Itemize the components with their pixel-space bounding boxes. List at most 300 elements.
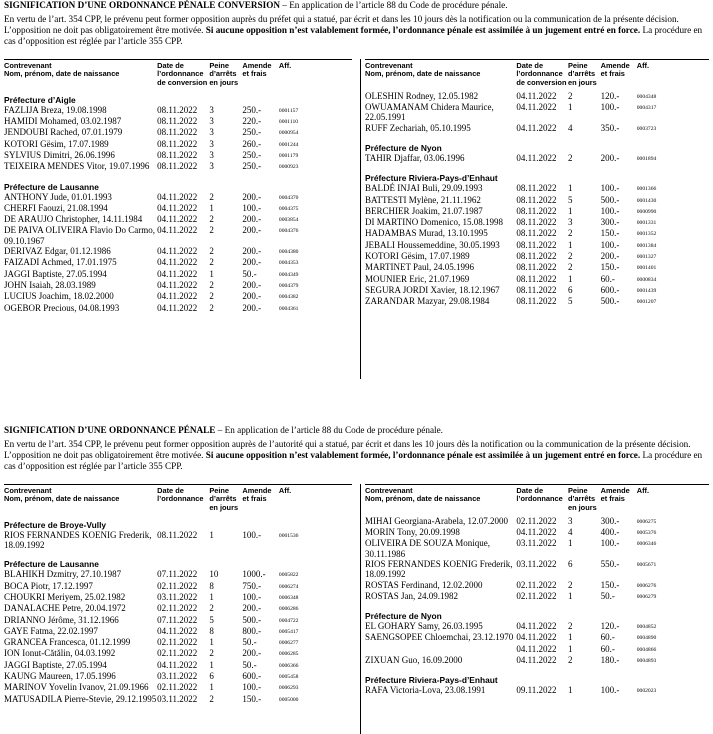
fine-amount: 200.- <box>242 214 262 225</box>
fine-amount: 100.- <box>242 529 262 540</box>
offender-name: MIHAI Georgiana-Arabela, 12.07.2000 <box>365 515 509 526</box>
fine-amount: 250.- <box>242 161 262 172</box>
table-row <box>4 615 352 626</box>
offender-name: ANTHONY Jude, 01.01.1993 <box>4 191 112 202</box>
detention-days: 2 <box>567 621 573 632</box>
case-number: 0001366 <box>636 186 657 193</box>
detention-days: 4 <box>567 527 573 538</box>
column-header: Contrevenant Nom, prénom, date de naissance <box>4 486 120 504</box>
prefecture-group <box>365 666 709 685</box>
prefecture-group <box>4 91 352 105</box>
offender-name: JAGGI Baptiste, 27.05.1994 <box>4 659 107 670</box>
section-intro <box>4 439 709 472</box>
fine-amount: 500.- <box>242 614 262 625</box>
table-row <box>365 285 709 296</box>
fine-amount: 260.- <box>242 138 262 149</box>
detention-days: 1 <box>209 268 214 279</box>
offender-name: JEBALI Houssemeddine, 30.05.1993 <box>365 239 500 250</box>
table-row <box>4 682 352 693</box>
fine-amount: 200.- <box>242 603 262 614</box>
table-row <box>4 303 352 314</box>
intro-bold-text: Si aucune opposition n’est valablement formée, l’ordonnance pénale est assimilée à un jugement entré en force. <box>205 450 641 461</box>
case-number: 0004893 <box>636 658 657 665</box>
ordinance-date: 04.11.2022 <box>157 302 198 313</box>
table-row <box>4 269 352 280</box>
detention-days: 8 <box>209 625 214 636</box>
ordinance-date: 03.11.2022 <box>516 538 557 549</box>
detention-days: 3 <box>209 127 214 138</box>
section-subtitle: – En application de l’article 88 du Code de procédure pénale. <box>215 425 443 435</box>
table-row <box>4 603 352 614</box>
detention-days: 1 <box>209 659 214 670</box>
case-number: 0004382 <box>278 294 299 301</box>
case-number: 0000834 <box>636 276 657 283</box>
case-number: 0004349 <box>278 271 299 278</box>
offender-name: ION Ionut-Cătălin, 04.03.1992 <box>4 648 116 659</box>
detention-days: 1 <box>567 643 573 654</box>
detention-days: 3 <box>567 217 573 228</box>
offender-name: SEGURA JORDI Xavier, 18.12.1967 <box>365 284 500 295</box>
fine-amount: 50.- <box>242 268 257 279</box>
table-row <box>365 102 709 123</box>
fine-amount: 200.- <box>242 648 262 659</box>
ordinance-date: 04.11.2022 <box>516 527 557 538</box>
detention-days: 1 <box>567 239 573 250</box>
intro-end-text: La procédure en cas d’opposition est réglée par l’article 355 CPP. <box>4 450 703 472</box>
intro-text: En vertu de l’art. 354 CPP, le prévenu peut former opposition auprès du préfet qui a statué, par écrit et dans les 10 jours dès la notification ou la communication de la présente décision. L’opposition ne doit pas obligatoirement être motivée. <box>4 14 679 36</box>
offender-name: RIOS FERNANDES KOENIG Frederik, 18.09.1992 <box>4 529 152 551</box>
table-right <box>365 59 709 314</box>
ordinance-date: 08.11.2022 <box>157 161 198 172</box>
ordinance-date: 08.11.2022 <box>516 296 557 307</box>
table-row <box>4 116 352 127</box>
table-row <box>4 569 352 580</box>
table-row <box>4 246 352 257</box>
fine-amount: 120.- <box>600 90 620 101</box>
ordinance-date: 07.11.2022 <box>157 569 198 580</box>
table-row <box>365 153 709 164</box>
case-number: 0006286 <box>278 606 299 613</box>
table-header-row <box>4 60 352 91</box>
ordinance-date: 08.11.2022 <box>157 127 198 138</box>
case-number: 0006274 <box>278 583 299 590</box>
table-left <box>4 59 352 314</box>
table-row <box>4 626 352 637</box>
case-number: 0004370 <box>278 194 299 201</box>
ordinance-date: 03.11.2022 <box>157 693 198 704</box>
table-row <box>4 280 352 291</box>
detention-days: 8 <box>209 580 214 591</box>
prefecture-name: Préfecture de Nyon <box>365 143 442 153</box>
fine-amount: 100.- <box>600 102 620 113</box>
ordinance-date: 08.11.2022 <box>157 116 198 127</box>
offender-name: RIOS FERNANDES KOENIG Frederik, 18.09.1992 <box>365 559 513 580</box>
fine-amount: 200.- <box>242 291 262 302</box>
case-number: 0005417 <box>278 628 299 635</box>
table-row <box>4 530 352 551</box>
table-row <box>4 139 352 150</box>
prefecture-group <box>4 516 352 530</box>
offender-name: EL GOHARY Samy, 26.03.1995 <box>365 621 483 632</box>
case-number: 0000954 <box>278 130 299 137</box>
column-header: Aff. <box>636 486 650 496</box>
detention-days: 2 <box>209 246 214 257</box>
detention-days: 1 <box>567 205 573 216</box>
offender-name: MARTINET Paul, 24.05.1996 <box>365 262 475 273</box>
section-heading <box>4 0 709 11</box>
table-row <box>365 240 709 251</box>
fine-amount: 100.- <box>600 205 620 216</box>
table-right <box>365 484 709 705</box>
column-header: Date de l’ordonnance de conversion <box>516 61 567 87</box>
detention-days: 2 <box>209 225 214 236</box>
ordinance-date: 02.11.2022 <box>516 590 557 601</box>
section-subtitle: – En application de l’article 88 du Code de procédure pénale. <box>280 0 508 10</box>
detention-days: 2 <box>209 302 214 313</box>
offender-name: BATTESTI Mylène, 21.11.1962 <box>365 194 481 205</box>
column-header: Amende et frais <box>600 486 630 504</box>
detention-days: 2 <box>209 257 214 268</box>
prefecture-name: Préfecture de Nyon <box>365 611 442 622</box>
fine-amount: 150.- <box>600 579 620 590</box>
case-number: 0005458 <box>278 674 299 681</box>
fine-amount: 200.- <box>600 153 620 163</box>
fine-amount: 150.- <box>600 262 620 273</box>
detention-days: 1 <box>209 637 214 648</box>
case-number: 0001384 <box>636 242 657 249</box>
detention-days: 5 <box>567 296 573 307</box>
case-number: 0005671 <box>636 562 657 568</box>
detention-days: 2 <box>567 228 573 239</box>
column-header: Aff. <box>278 61 292 71</box>
detention-days: 2 <box>567 579 573 590</box>
ordinance-date: 03.11.2022 <box>157 592 198 602</box>
table-row <box>365 91 709 102</box>
table-row <box>4 694 352 705</box>
offender-name: GAYE Fatma, 22.02.1997 <box>4 625 98 636</box>
prefecture-name: Préfecture de Lausanne <box>4 559 99 570</box>
fine-amount: 220.- <box>242 116 262 127</box>
column-header: Peine d’arrêts en jours <box>209 486 239 512</box>
detention-days: 6 <box>209 671 214 682</box>
case-number: 0006276 <box>636 582 657 589</box>
fine-amount: 800.- <box>242 625 262 636</box>
table-header-row <box>365 485 709 516</box>
fine-amount: 100.- <box>600 538 620 549</box>
fine-amount: 180.- <box>600 655 620 666</box>
case-number: 0006348 <box>278 595 299 601</box>
prefecture-group <box>4 550 352 569</box>
table-row <box>4 592 352 603</box>
ordinance-date: 08.11.2022 <box>516 228 557 239</box>
column-header: Peine d’arrêts en jours <box>209 61 239 87</box>
case-number: 0001401 <box>636 265 657 272</box>
fine-amount: 250.- <box>242 104 262 115</box>
fine-amount: 100.- <box>600 685 620 696</box>
column-header: Amende et frais <box>242 486 272 504</box>
table-row <box>365 251 709 262</box>
table-row <box>365 296 709 307</box>
detention-days: 3 <box>567 515 573 526</box>
section-title: SIGNIFICATION D’UNE ORDONNANCE PÉNALE <box>4 425 216 435</box>
ordinance-date: 04.11.2022 <box>157 291 198 302</box>
detention-days: 5 <box>209 614 214 625</box>
fine-amount: 400.- <box>600 527 620 538</box>
ordinance-date: 02.11.2022 <box>157 580 198 591</box>
table-row <box>4 105 352 116</box>
detention-days: 1 <box>209 202 214 213</box>
case-number: 0001110 <box>278 119 299 126</box>
table-row <box>4 257 352 268</box>
table-row <box>365 655 709 666</box>
case-number: 0003854 <box>278 217 299 224</box>
offender-name: CHERFI Faouzi, 21.08.1994 <box>4 202 108 213</box>
case-number: 0001352 <box>636 231 657 238</box>
offender-name: DE PAIVA OLIVEIRA Flavio Do Carmo, 09.10.1967 <box>4 225 156 246</box>
ordinance-table <box>365 60 709 307</box>
offender-name: BERCHIER Joakim, 21.07.1987 <box>365 205 483 216</box>
offender-name: FAIZADI Achmed, 17.01.1975 <box>4 257 117 268</box>
fine-amount: 500.- <box>600 296 620 307</box>
ordinance-date: 02.11.2022 <box>157 648 198 659</box>
ordinance-date: 04.11.2022 <box>157 214 198 225</box>
detention-days: 1 <box>567 590 573 601</box>
column-header: Contrevenant Nom, prénom, date de naissance <box>4 61 120 79</box>
column-header: Date de l’ordonnance de conversion <box>157 61 208 87</box>
fine-amount: 750.- <box>242 580 262 591</box>
fine-amount: 250.- <box>242 127 262 138</box>
ordinance-date: 08.11.2022 <box>157 138 198 149</box>
case-number: 0005822 <box>278 572 299 579</box>
prefecture-name: Préfecture de Lausanne <box>4 181 99 192</box>
offender-name: ZIXUAN Guo, 16.09.2000 <box>365 655 463 666</box>
offender-name: MOUNIER Eric, 21.07.1969 <box>365 273 470 284</box>
fine-amount: 200.- <box>242 225 262 236</box>
table-row <box>365 527 709 538</box>
table-row <box>4 161 352 172</box>
table-row <box>4 203 352 214</box>
table-row <box>365 217 709 228</box>
detention-days: 2 <box>209 603 214 614</box>
detention-days: 1 <box>567 685 573 696</box>
fine-amount: 150.- <box>600 228 620 239</box>
fine-amount: 100.- <box>600 183 620 194</box>
detention-days: 2 <box>209 279 214 290</box>
ordinance-date: 04.11.2022 <box>157 257 198 268</box>
ordinance-date: 04.11.2022 <box>157 279 198 290</box>
ordinance-date: 04.11.2022 <box>516 621 557 632</box>
detention-days: 2 <box>567 90 573 101</box>
table-row <box>4 660 352 671</box>
table-row <box>365 644 709 655</box>
column-divider <box>360 59 361 379</box>
section-intro <box>4 14 709 47</box>
case-number: 0005000 <box>278 696 299 703</box>
prefecture-name: Préfecture Riviera-Pays-d’Enhaut <box>365 173 498 184</box>
ordinance-date: 08.11.2022 <box>516 194 557 205</box>
case-number: 0006279 <box>636 593 657 600</box>
offender-name: OLIVEIRA DE SOUZA Monique, 30.11.1986 <box>365 538 490 559</box>
case-number: 0004317 <box>636 105 657 112</box>
ordinance-date: 09.11.2022 <box>516 685 557 696</box>
case-number: 0000923 <box>278 164 299 171</box>
offender-name: OGEBOR Precious, 04.08.1993 <box>4 302 120 313</box>
ordinance-date: 08.11.2022 <box>516 251 557 262</box>
ordinance-date: 04.11.2022 <box>516 632 557 643</box>
case-number: 0001331 <box>636 220 657 227</box>
fine-amount: 60.- <box>600 643 615 654</box>
fine-amount: 200.- <box>242 302 262 313</box>
fine-amount: 300.- <box>600 515 620 526</box>
detention-days: 2 <box>209 648 214 659</box>
column-header: Peine d’arrêts en jours <box>567 61 597 87</box>
case-number: 0006293 <box>278 685 299 692</box>
case-number: 0004376 <box>278 228 299 235</box>
fine-amount: 100.- <box>600 239 620 250</box>
prefecture-group <box>365 602 709 621</box>
case-number: 0001536 <box>278 532 299 539</box>
ordinance-date: 08.11.2022 <box>516 217 557 228</box>
case-number: 0001894 <box>636 156 657 162</box>
ordinance-table <box>365 485 709 696</box>
table-row <box>365 685 709 696</box>
offender-name: BOCA Piotr, 17.12.1997 <box>4 580 93 591</box>
prefecture-group <box>365 134 709 153</box>
detention-days: 2 <box>209 214 214 225</box>
fine-amount: 100.- <box>242 592 262 602</box>
table-row <box>365 195 709 206</box>
fine-amount: 200.- <box>242 246 262 257</box>
offender-name: DRIANNO Jérôme, 31.12.1966 <box>4 614 119 625</box>
column-header: Contrevenant Nom, prénom, date de naissance <box>365 486 481 504</box>
section-conversion <box>4 0 709 314</box>
prefecture-name: Préfecture Riviera-Pays-d’Enhaut <box>365 675 498 686</box>
fine-amount: 60.- <box>600 632 615 643</box>
fine-amount: 100.- <box>242 202 262 213</box>
offender-name: MARINOV Yovelin Ivanov, 21.09.1966 <box>4 682 149 693</box>
table-row <box>4 581 352 592</box>
fine-amount: 50.- <box>242 659 257 670</box>
table-row <box>365 183 709 194</box>
fine-amount: 200.- <box>242 257 262 268</box>
case-number: 0001157 <box>278 107 299 114</box>
ordinance-date: 02.11.2022 <box>516 515 557 526</box>
table-row <box>365 538 709 559</box>
table-left <box>4 484 352 705</box>
ordinance-date: 03.11.2022 <box>157 671 198 682</box>
detention-days: 6 <box>567 284 573 295</box>
table-row <box>4 150 352 161</box>
case-number: 0004890 <box>636 635 657 642</box>
fine-amount: 500.- <box>600 194 620 205</box>
table-row <box>365 228 709 239</box>
detention-days: 3 <box>209 161 214 172</box>
ordinance-table <box>4 485 352 705</box>
prefecture-group <box>4 173 352 192</box>
offender-name: JENDOUBI Rached, 07.01.1979 <box>4 127 123 138</box>
offender-name: SYLVIUS Dimitri, 26.06.1996 <box>4 150 115 160</box>
offender-name: ROSTAS Jan, 24.09.1982 <box>365 590 459 601</box>
column-header: Aff. <box>278 486 292 496</box>
case-number: 0004866 <box>636 646 657 653</box>
table-row <box>4 637 352 648</box>
ordinance-date: 03.11.2022 <box>516 559 557 569</box>
case-number: 0003723 <box>636 125 657 132</box>
detention-days: 2 <box>209 191 214 202</box>
detention-days: 3 <box>209 138 214 149</box>
ordinance-date: 02.11.2022 <box>157 682 198 693</box>
ordinance-date: 02.11.2022 <box>516 579 557 590</box>
offender-name: DI MARTINO Domenico, 15.08.1998 <box>365 217 503 228</box>
case-number: 0004348 <box>636 93 657 100</box>
ordinance-date: 08.11.2022 <box>516 239 557 250</box>
case-number: 0004361 <box>278 305 299 312</box>
detention-days: 1 <box>567 273 573 284</box>
case-number: 0001244 <box>278 141 299 148</box>
prefecture-name: Préfecture d’Aigle <box>4 94 76 105</box>
column-header: Amende et frais <box>242 61 272 79</box>
offender-name: CHOUKRI Meriyem, 25.02.1982 <box>4 592 126 602</box>
ordinance-date: 07.11.2022 <box>157 614 198 625</box>
offender-name: TEIXEIRA MENDES Vitor, 19.07.1996 <box>4 161 150 172</box>
fine-amount: 150.- <box>242 693 262 704</box>
fine-amount: 120.- <box>600 621 620 632</box>
fine-amount: 600.- <box>242 671 262 682</box>
ordinance-date: 04.11.2022 <box>157 225 198 236</box>
ordinance-date: 08.11.2022 <box>516 183 557 194</box>
table-row <box>4 127 352 138</box>
detention-days: 10 <box>209 569 219 580</box>
fine-amount: 250.- <box>242 150 262 160</box>
detention-days: 1 <box>209 529 214 540</box>
detention-days: 2 <box>567 251 573 262</box>
table-row <box>365 632 709 643</box>
table-row <box>365 591 709 602</box>
column-header: Amende et frais <box>600 61 630 79</box>
ordinance-date: 04.11.2022 <box>516 655 557 666</box>
fine-amount: 50.- <box>242 637 257 648</box>
detention-days: 2 <box>209 693 214 704</box>
ordinance-date: 04.11.2022 <box>516 643 557 654</box>
table-row <box>4 648 352 659</box>
ordinance-date: 08.11.2022 <box>516 273 557 284</box>
detention-days: 2 <box>567 655 573 666</box>
detention-days: 3 <box>209 150 214 160</box>
offender-name: DANALACHE Petre, 20.04.1972 <box>4 603 126 614</box>
fine-amount: 600.- <box>600 284 620 295</box>
case-number: 0004379 <box>278 282 299 289</box>
case-number: 0004353 <box>278 260 299 267</box>
offender-name: ZARANDAR Mazyar, 29.08.1984 <box>365 296 490 307</box>
ordinance-date: 08.11.2022 <box>516 284 557 295</box>
table-header-row <box>365 60 709 91</box>
detention-days: 1 <box>567 183 573 194</box>
case-number: 0006346 <box>636 541 657 548</box>
fine-amount: 100.- <box>242 682 262 693</box>
ordinance-date: 08.11.2022 <box>516 262 557 273</box>
table-row <box>4 192 352 203</box>
offender-name: KAUNG Maureen, 17.05.1996 <box>4 671 116 682</box>
offender-name: SAENGSOPEE Chloemchai, 23.12.1970 <box>365 632 514 643</box>
case-number: 0006277 <box>278 640 299 647</box>
section-title: SIGNIFICATION D’UNE ORDONNANCE PÉNALE CONVERSION <box>4 0 280 10</box>
case-number: 0001430 <box>636 197 657 204</box>
fine-amount: 550.- <box>600 559 620 569</box>
detention-days: 1 <box>567 632 573 643</box>
offender-name <box>365 644 516 655</box>
ordinance-date: 04.11.2022 <box>157 191 198 202</box>
detention-days: 2 <box>567 262 573 273</box>
